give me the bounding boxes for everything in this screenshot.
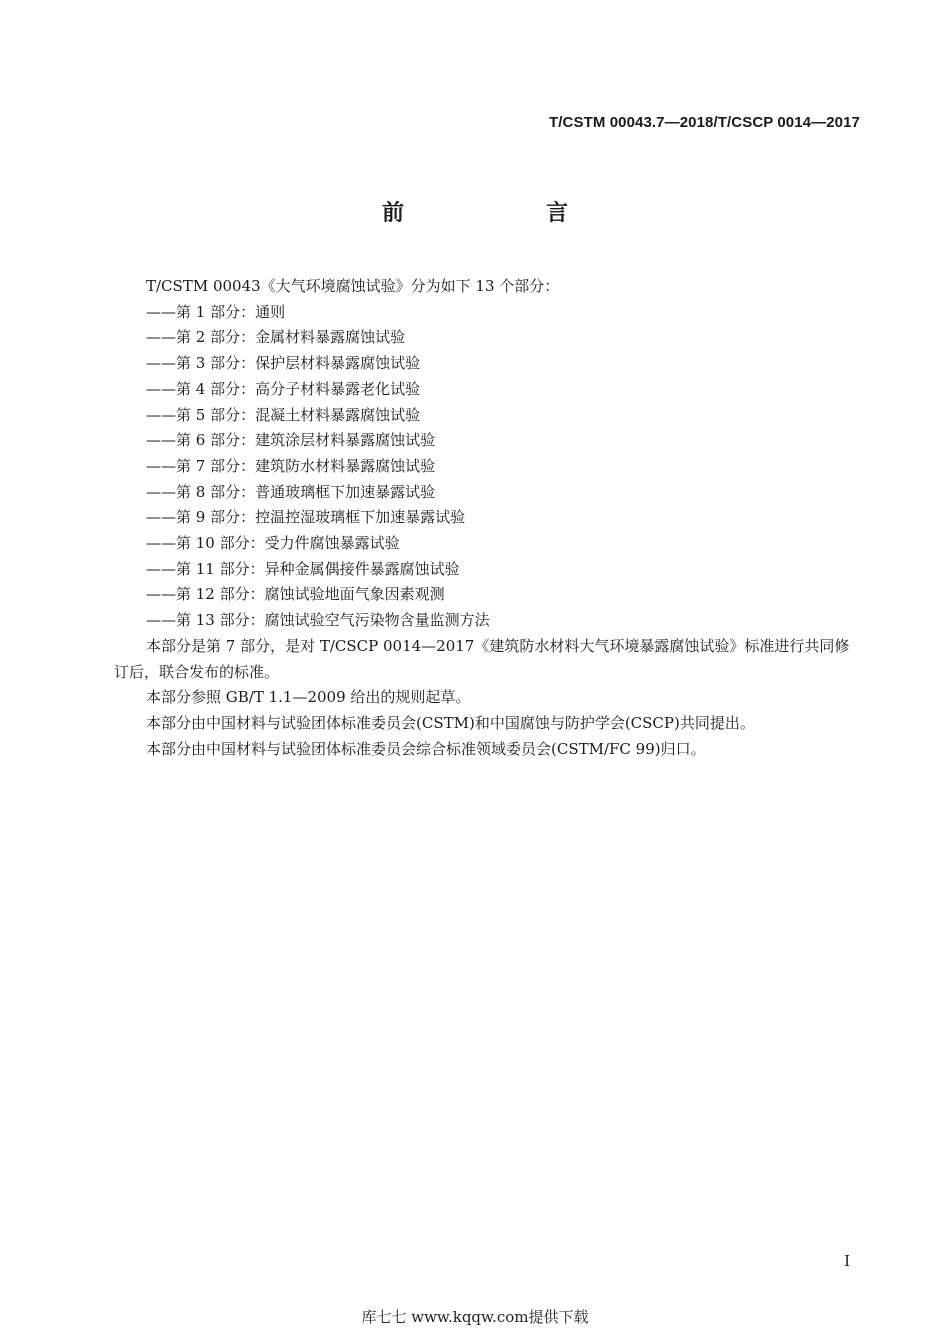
list-item: ——第 2 部分：金属材料暴露腐蚀试验 [146, 328, 406, 347]
list-item: ——第 1 部分：通则 [146, 302, 286, 321]
page-title: 前 言 [381, 201, 628, 226]
parts-list [114, 300, 862, 634]
list-item: ——第 7 部分：建筑防水材料暴露腐蚀试验 [146, 456, 436, 475]
list-item: ——第 13 部分：腐蚀试验空气污染物含量监测方法 [146, 611, 490, 630]
standard-code: T/CSTM 00043.7—2018/T/CSCP 0014—2017 [549, 114, 860, 131]
list-item: ——第 10 部分：受力件腐蚀暴露试验 [146, 534, 400, 553]
body-paragraph: 本部分由中国材料与试验团体标准委员会综合标准领域委员会(CSTM/FC 99)归口。 [146, 739, 706, 758]
page-number: I [844, 1252, 850, 1270]
preface-body [114, 274, 862, 762]
list-item: ——第 8 部分：普通玻璃框下加速暴露试验 [146, 482, 436, 501]
download-watermark: 库七七 www.kqqw.com提供下载 [361, 1308, 589, 1326]
body-paragraph: 本部分参照 GB/T 1.1—2009 给出的规则起草。 [146, 688, 471, 707]
intro-paragraph: T/CSTM 00043《大气环境腐蚀试验》分为如下 13 个部分： [146, 277, 560, 295]
list-item: ——第 12 部分：腐蚀试验地面气象因素观测 [146, 585, 445, 604]
list-item: ——第 5 部分：混凝土材料暴露腐蚀试验 [146, 405, 421, 424]
body-paragraph: 本部分由中国材料与试验团体标准委员会(CSTM)和中国腐蚀与防护学会(CSCP)共同提出。 [146, 713, 755, 732]
list-item: ——第 9 部分：控温控湿玻璃框下加速暴露试验 [146, 508, 466, 527]
list-item: ——第 11 部分：异种金属偶接件暴露腐蚀试验 [146, 559, 460, 578]
body-paragraph: 本部分是第 7 部分，是对 T/CSCP 0014—2017《建筑防水材料大气环境暴露腐蚀试验》标准进行共同修订后，联合发布的标准。 [114, 636, 850, 681]
list-item: ——第 4 部分：高分子材料暴露老化试验 [146, 379, 421, 398]
list-item: ——第 6 部分：建筑涂层材料暴露腐蚀试验 [146, 431, 436, 450]
list-item: ——第 3 部分：保护层材料暴露腐蚀试验 [146, 354, 421, 373]
